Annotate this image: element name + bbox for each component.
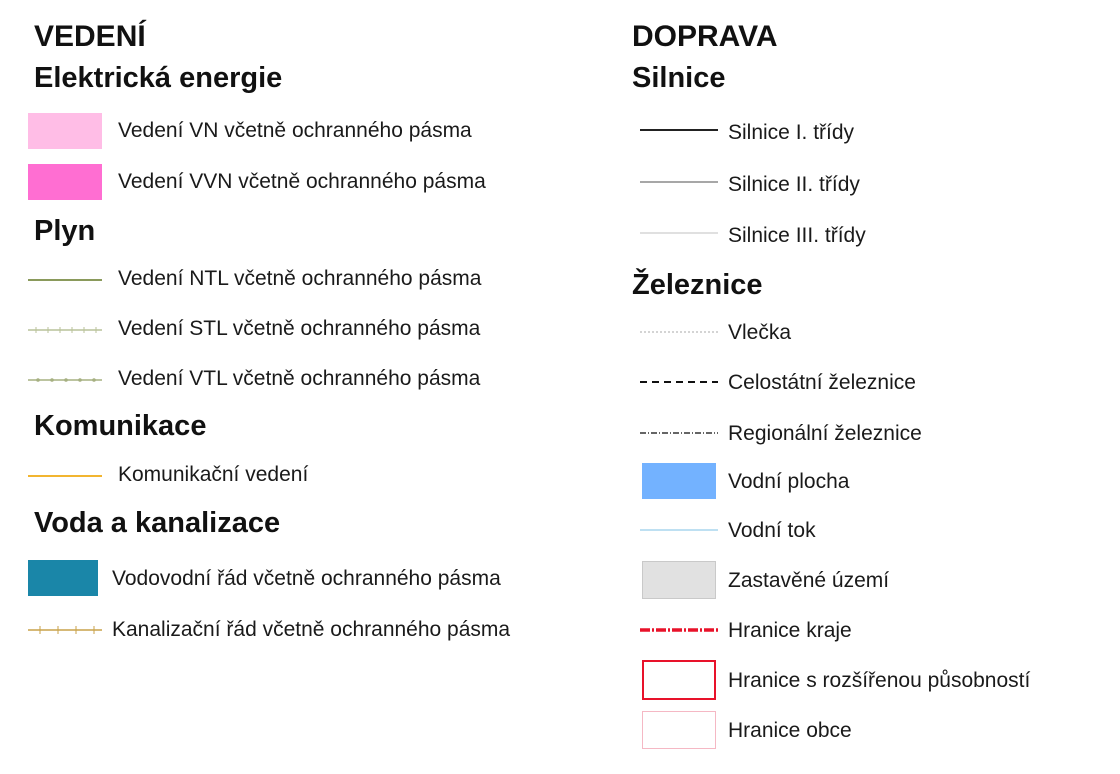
label-silnice-2: Silnice II. třídy (728, 173, 860, 196)
line-celostatni-zeleznice (640, 372, 718, 392)
label-celostatni-zeleznice: Celostátní železnice (728, 371, 916, 394)
label-komunikacni-vedeni: Komunikační vedení (118, 463, 309, 486)
label-regionalni-zeleznice: Regionální železnice (728, 422, 922, 445)
heading-elektricka-energie: Elektrická energie (34, 62, 283, 94)
label-vodni-tok: Vodní tok (728, 519, 816, 542)
label-vodovodni-rad: Vodovodní řád včetně ochranného pásma (112, 567, 501, 590)
label-vodni-plocha: Vodní plocha (728, 470, 850, 493)
line-vodni-tok (640, 520, 718, 540)
label-vedeni-vn: Vedení VN včetně ochranného pásma (118, 119, 472, 142)
line-komunikacni-vedeni (28, 466, 102, 486)
swatch-vedeni-vn (28, 113, 102, 149)
swatch-zastavene-uzemi (642, 561, 716, 599)
label-silnice-3: Silnice III. třídy (728, 224, 866, 247)
heading-zeleznice: Železnice (632, 269, 763, 301)
swatch-hranice-orp (642, 660, 716, 700)
line-vedeni-vtl (28, 370, 102, 390)
label-vedeni-stl: Vedení STL včetně ochranného pásma (118, 317, 481, 340)
swatch-vodni-plocha (642, 463, 716, 499)
label-hranice-orp: Hranice s rozšířenou působností (728, 669, 1031, 692)
label-silnice-1: Silnice I. třídy (728, 121, 855, 144)
heading-voda-a-kanalizace: Voda a kanalizace (34, 507, 281, 539)
line-vedeni-ntl (28, 270, 102, 290)
label-vlecka: Vlečka (728, 321, 792, 344)
line-kanalizacni-rad (28, 620, 102, 640)
line-hranice-kraje (640, 620, 718, 640)
swatch-hranice-obce (642, 711, 716, 749)
line-regionalni-zeleznice (640, 423, 718, 443)
label-kanalizacni-rad: Kanalizační řád včetně ochranného pásma (112, 618, 511, 641)
label-vedeni-vtl: Vedení VTL včetně ochranného pásma (118, 367, 481, 390)
heading-komunikace: Komunikace (34, 410, 207, 442)
heading-plyn: Plyn (34, 215, 96, 247)
section-title-vedeni: VEDENÍ (34, 20, 146, 53)
line-vedeni-stl (28, 320, 102, 340)
legend-section-doprava (620, 0, 1120, 774)
section-title-doprava: DOPRAVA (632, 20, 778, 53)
line-silnice-1 (640, 120, 718, 140)
label-vedeni-vvn: Vedení VVN včetně ochranného pásma (118, 170, 486, 193)
swatch-vedeni-vvn (28, 164, 102, 200)
line-silnice-2 (640, 172, 718, 192)
label-zastavene-uzemi: Zastavěné území (728, 569, 890, 592)
label-hranice-kraje: Hranice kraje (728, 619, 852, 642)
label-vedeni-ntl: Vedení NTL včetně ochranného pásma (118, 267, 482, 290)
heading-silnice: Silnice (632, 62, 726, 94)
line-silnice-3 (640, 223, 718, 243)
label-hranice-obce: Hranice obce (728, 719, 852, 742)
line-vlecka (640, 322, 718, 342)
swatch-vodovodni-rad (28, 560, 98, 596)
